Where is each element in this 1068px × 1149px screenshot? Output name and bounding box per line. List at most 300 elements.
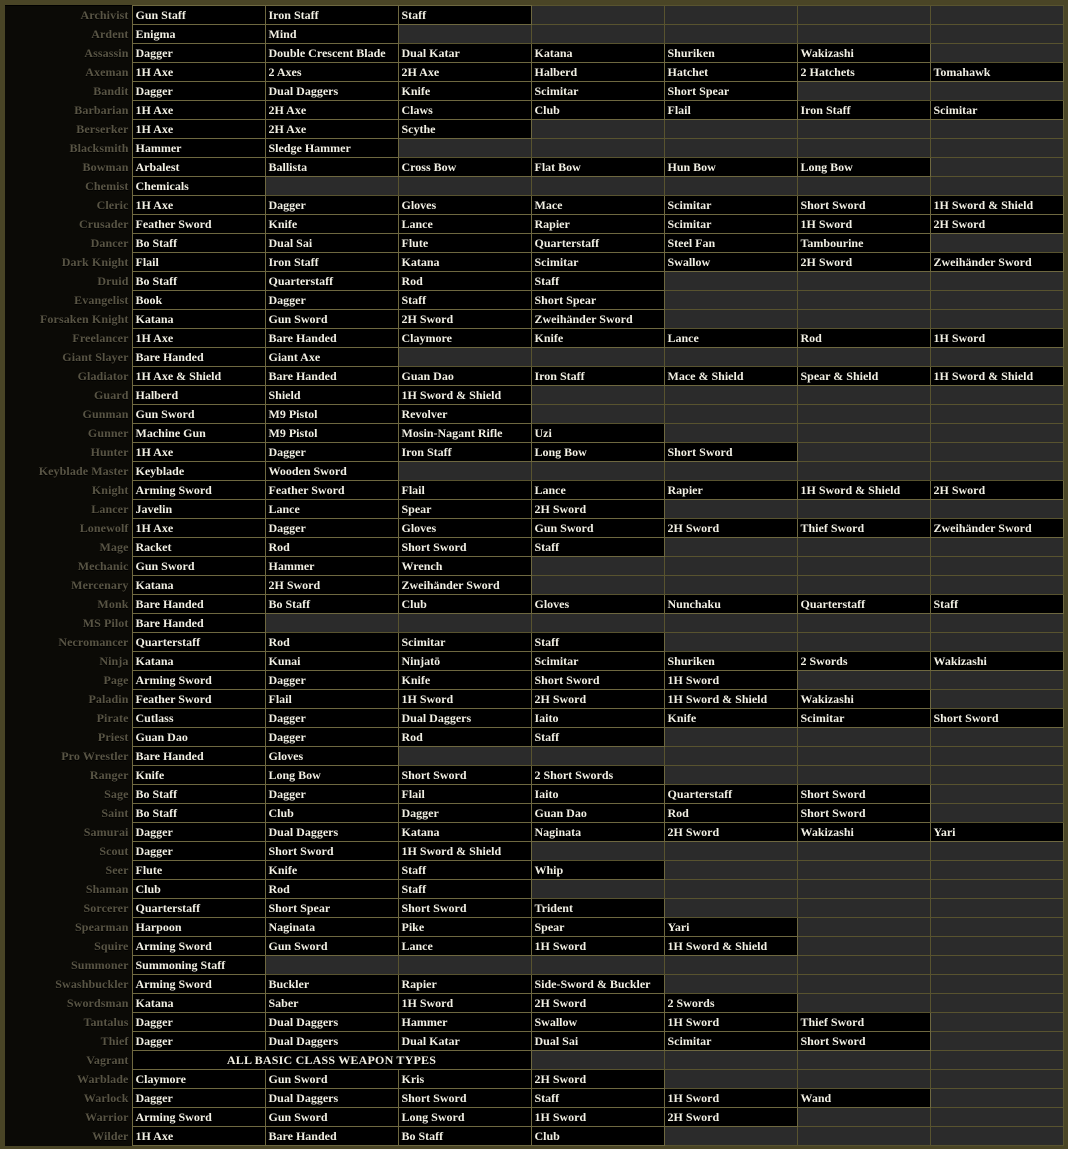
weapon-cell: Rod <box>265 538 398 557</box>
weapon-cell-empty <box>930 424 1063 443</box>
weapon-cell: Short Sword <box>797 196 930 215</box>
weapon-cell: Guan Dao <box>398 367 531 386</box>
weapon-cell: Iron Staff <box>398 443 531 462</box>
weapon-cell: Dual Daggers <box>265 82 398 101</box>
weapon-cell-empty <box>797 82 930 101</box>
weapon-cell-empty <box>797 310 930 329</box>
weapon-cell-empty <box>930 1108 1063 1127</box>
table-row <box>5 1127 1063 1146</box>
weapon-cell-empty <box>930 1070 1063 1089</box>
weapon-cell: Gun Staff <box>132 6 265 25</box>
weapon-cell-empty <box>930 690 1063 709</box>
weapon-cell: Bo Staff <box>132 785 265 804</box>
weapon-cell: 2H Sword <box>531 500 664 519</box>
weapon-cell: Short Sword <box>398 538 531 557</box>
weapon-cell: Club <box>531 101 664 120</box>
weapon-cell: 1H Sword & Shield <box>930 367 1063 386</box>
weapon-cell: Racket <box>132 538 265 557</box>
table-row <box>5 443 1063 462</box>
weapon-cell: 2H Sword <box>930 481 1063 500</box>
weapon-cell-empty <box>930 44 1063 63</box>
weapon-cell: Cutlass <box>132 709 265 728</box>
weapon-cell: Claymore <box>398 329 531 348</box>
weapon-cell: Dagger <box>398 804 531 823</box>
weapon-cell: Dual Daggers <box>265 823 398 842</box>
weapon-cell: Gloves <box>398 196 531 215</box>
weapon-cell-empty <box>664 899 797 918</box>
weapon-cell: Iron Staff <box>265 253 398 272</box>
class-name-label: Freelancer <box>5 329 132 348</box>
weapon-cell: Wakizashi <box>797 823 930 842</box>
weapon-cell: Gloves <box>265 747 398 766</box>
weapon-cell: Dual Daggers <box>265 1032 398 1051</box>
weapon-cell: Bare Handed <box>132 614 265 633</box>
weapon-cell: Club <box>132 880 265 899</box>
weapon-cell: Arming Sword <box>132 671 265 690</box>
weapon-cell-empty <box>930 937 1063 956</box>
weapon-cell: Dual Daggers <box>398 709 531 728</box>
table-row <box>5 101 1063 120</box>
weapon-cell-empty <box>930 386 1063 405</box>
weapon-cell: 2H Sword <box>531 690 664 709</box>
class-name-label: Dancer <box>5 234 132 253</box>
weapon-cell-empty <box>797 899 930 918</box>
weapon-cell: Ninjatō <box>398 652 531 671</box>
weapon-cell: Swallow <box>664 253 797 272</box>
table-row <box>5 633 1063 652</box>
weapon-cell-empty <box>664 1127 797 1146</box>
weapon-cell: Giant Axe <box>265 348 398 367</box>
weapon-cell: Gun Sword <box>531 519 664 538</box>
weapon-cell: Rod <box>398 728 531 747</box>
weapon-cell: Book <box>132 291 265 310</box>
weapon-cell: Quarterstaff <box>265 272 398 291</box>
weapon-cell: Dagger <box>265 519 398 538</box>
weapon-cell: Hatchet <box>664 63 797 82</box>
weapon-cell: Knife <box>398 671 531 690</box>
weapon-cell: Zweihänder Sword <box>930 519 1063 538</box>
weapon-cell: 2H Sword <box>797 253 930 272</box>
weapon-cell: 2H Sword <box>664 823 797 842</box>
weapon-cell: Dagger <box>132 1089 265 1108</box>
weapon-cell-empty <box>797 291 930 310</box>
weapon-cell-empty <box>664 956 797 975</box>
weapon-cell-empty <box>930 671 1063 690</box>
weapon-cell: Dual Sai <box>531 1032 664 1051</box>
weapon-cell-empty <box>664 120 797 139</box>
class-name-label: Mercenary <box>5 576 132 595</box>
class-name-label: Ardent <box>5 25 132 44</box>
weapon-cell: Gun Sword <box>265 310 398 329</box>
weapon-cell-empty <box>797 120 930 139</box>
weapon-cell: Scimitar <box>664 215 797 234</box>
weapon-cell: Rod <box>398 272 531 291</box>
weapon-cell: Side-Sword & Buckler <box>531 975 664 994</box>
weapon-cell-empty <box>664 25 797 44</box>
table-row <box>5 348 1063 367</box>
weapon-cell: Revolver <box>398 405 531 424</box>
class-name-label: Wilder <box>5 1127 132 1146</box>
weapon-cell: Naginata <box>531 823 664 842</box>
class-name-label: Priest <box>5 728 132 747</box>
class-name-label: Pro Wrestler <box>5 747 132 766</box>
weapon-cell-empty <box>265 956 398 975</box>
table-row <box>5 614 1063 633</box>
table-row <box>5 766 1063 785</box>
weapon-cell: Machine Gun <box>132 424 265 443</box>
weapon-cell: Long Bow <box>797 158 930 177</box>
weapon-cell-empty <box>797 975 930 994</box>
weapon-cell-empty <box>398 747 531 766</box>
weapon-cell-empty <box>797 177 930 196</box>
weapon-cell: Dual Daggers <box>265 1089 398 1108</box>
weapon-cell: Trident <box>531 899 664 918</box>
weapon-cell: Dagger <box>265 671 398 690</box>
weapon-cell: Staff <box>398 861 531 880</box>
weapon-cell-empty <box>797 538 930 557</box>
weapon-cell: M9 Pistol <box>265 424 398 443</box>
weapon-cell: 2 Swords <box>797 652 930 671</box>
weapon-cell: Zweihänder Sword <box>531 310 664 329</box>
weapon-cell: Flail <box>132 253 265 272</box>
weapon-cell: Knife <box>132 766 265 785</box>
weapon-cell: Rapier <box>531 215 664 234</box>
weapon-cell: Short Sword <box>797 785 930 804</box>
weapon-cell-empty <box>930 120 1063 139</box>
weapon-cell-empty <box>398 956 531 975</box>
weapon-cell: 1H Axe <box>132 1127 265 1146</box>
weapon-cell: Bo Staff <box>132 272 265 291</box>
class-name-label: Keyblade Master <box>5 462 132 481</box>
weapon-cell-empty <box>930 139 1063 158</box>
weapon-cell: Yari <box>930 823 1063 842</box>
class-name-label: Swordsman <box>5 994 132 1013</box>
weapon-cell-empty <box>930 500 1063 519</box>
weapon-cell: Gloves <box>531 595 664 614</box>
weapon-cell: Chemicals <box>132 177 265 196</box>
weapon-cell: Zweihänder Sword <box>930 253 1063 272</box>
weapon-cell-empty <box>930 804 1063 823</box>
class-name-label: Paladin <box>5 690 132 709</box>
weapon-cell-empty <box>797 1051 930 1070</box>
class-name-label: Mechanic <box>5 557 132 576</box>
weapon-cell: Bo Staff <box>265 595 398 614</box>
weapon-cell-empty <box>930 1127 1063 1146</box>
weapon-cell: Hammer <box>398 1013 531 1032</box>
weapon-cell: Flat Bow <box>531 158 664 177</box>
weapon-cell-empty <box>930 538 1063 557</box>
weapon-cell: 1H Sword <box>664 1089 797 1108</box>
weapon-cell: Katana <box>132 576 265 595</box>
weapon-cell: Knife <box>531 329 664 348</box>
weapon-cell: Bare Handed <box>265 1127 398 1146</box>
weapon-cell-empty <box>398 25 531 44</box>
weapon-cell-empty <box>930 956 1063 975</box>
weapon-cell: Scimitar <box>797 709 930 728</box>
weapon-cell-empty <box>930 405 1063 424</box>
weapon-cell: Hun Bow <box>664 158 797 177</box>
class-name-label: Chemist <box>5 177 132 196</box>
weapon-cell-empty <box>930 443 1063 462</box>
table-row <box>5 519 1063 538</box>
weapon-cell-empty <box>797 842 930 861</box>
weapon-cell: 1H Axe <box>132 101 265 120</box>
weapon-cell: Quarterstaff <box>797 595 930 614</box>
weapon-cell: 2 Swords <box>664 994 797 1013</box>
weapon-cell-empty <box>398 139 531 158</box>
class-name-label: Crusader <box>5 215 132 234</box>
table-row <box>5 481 1063 500</box>
class-name-label: Scout <box>5 842 132 861</box>
weapon-cell-empty <box>664 861 797 880</box>
weapon-cell: Bare Handed <box>132 595 265 614</box>
weapon-cell: Flute <box>398 234 531 253</box>
weapon-cell-empty <box>797 937 930 956</box>
weapon-cell-empty <box>797 1070 930 1089</box>
weapon-cell-empty <box>531 386 664 405</box>
weapon-cell-empty <box>930 234 1063 253</box>
weapon-cell: Short Spear <box>265 899 398 918</box>
weapon-cell: 2 Hatchets <box>797 63 930 82</box>
weapon-cell: 1H Sword <box>531 937 664 956</box>
weapon-cell-empty <box>797 462 930 481</box>
weapon-cell: Staff <box>398 6 531 25</box>
weapon-cell: Gun Sword <box>265 1070 398 1089</box>
weapon-cell: Steel Fan <box>664 234 797 253</box>
weapon-cell: Feather Sword <box>132 215 265 234</box>
weapon-cell: Scimitar <box>664 196 797 215</box>
weapon-cell: Dual Katar <box>398 44 531 63</box>
class-name-label: Swashbuckler <box>5 975 132 994</box>
weapon-cell: Iron Staff <box>265 6 398 25</box>
weapon-cell-empty <box>664 842 797 861</box>
table-row <box>5 405 1063 424</box>
table-row <box>5 291 1063 310</box>
class-name-label: Warrior <box>5 1108 132 1127</box>
table-row <box>5 25 1063 44</box>
weapon-cell: Tomahawk <box>930 63 1063 82</box>
weapon-cell-empty <box>930 272 1063 291</box>
weapon-cell: Lance <box>664 329 797 348</box>
table-row <box>5 120 1063 139</box>
weapon-cell: 1H Sword <box>664 671 797 690</box>
weapon-cell: Club <box>398 595 531 614</box>
weapon-cell-empty <box>797 139 930 158</box>
weapon-cell-empty <box>797 557 930 576</box>
class-name-label: Vagrant <box>5 1051 132 1070</box>
class-name-label: Pirate <box>5 709 132 728</box>
weapon-cell: Mosin-Nagant Rifle <box>398 424 531 443</box>
class-name-label: Thief <box>5 1032 132 1051</box>
weapon-cell: 2 Short Swords <box>531 766 664 785</box>
weapon-cell-empty <box>930 861 1063 880</box>
weapon-cell: Wand <box>797 1089 930 1108</box>
weapon-cell: Knife <box>265 861 398 880</box>
weapon-cell: Rapier <box>398 975 531 994</box>
weapon-cell-empty <box>664 728 797 747</box>
table-row <box>5 253 1063 272</box>
weapon-cell: 1H Sword <box>664 1013 797 1032</box>
weapon-cell: Katana <box>398 823 531 842</box>
weapon-cell-empty <box>930 918 1063 937</box>
weapon-cell: Short Sword <box>398 766 531 785</box>
table-row <box>5 728 1063 747</box>
table-row <box>5 500 1063 519</box>
table-body <box>5 6 1063 1146</box>
class-name-label: Gunner <box>5 424 132 443</box>
weapon-cell: Flail <box>664 101 797 120</box>
weapon-cell-empty <box>930 747 1063 766</box>
weapon-cell-empty <box>797 6 930 25</box>
weapon-cell: Feather Sword <box>265 481 398 500</box>
class-name-label: Barbarian <box>5 101 132 120</box>
weapon-cell: 1H Axe <box>132 196 265 215</box>
class-name-label: Gladiator <box>5 367 132 386</box>
weapon-cell: Lance <box>531 481 664 500</box>
weapon-cell: Shield <box>265 386 398 405</box>
weapon-cell: 2H Sword <box>664 1108 797 1127</box>
weapon-cell-empty <box>664 405 797 424</box>
weapon-cell: 2H Axe <box>265 101 398 120</box>
weapon-cell-empty <box>797 1127 930 1146</box>
weapon-cell: Pike <box>398 918 531 937</box>
weapon-cell: Scimitar <box>398 633 531 652</box>
weapon-cell-empty <box>930 899 1063 918</box>
weapon-cell: Flail <box>398 481 531 500</box>
weapon-cell-empty <box>531 6 664 25</box>
weapon-cell: Summoning Staff <box>132 956 265 975</box>
table-row <box>5 899 1063 918</box>
weapon-cell-empty <box>930 177 1063 196</box>
weapon-cell-empty <box>531 177 664 196</box>
class-name-label: Squire <box>5 937 132 956</box>
weapon-cell: Short Sword <box>664 443 797 462</box>
weapon-cell: Wakizashi <box>797 690 930 709</box>
weapon-cell: Swallow <box>531 1013 664 1032</box>
table-row <box>5 367 1063 386</box>
class-name-label: Blacksmith <box>5 139 132 158</box>
weapon-cell: Whip <box>531 861 664 880</box>
weapon-cell: Quarterstaff <box>531 234 664 253</box>
weapon-cell: Uzi <box>531 424 664 443</box>
weapon-cell: Halberd <box>531 63 664 82</box>
weapon-cell-empty <box>664 1070 797 1089</box>
weapon-cell: 2H Sword <box>664 519 797 538</box>
weapon-cell: 1H Axe & Shield <box>132 367 265 386</box>
weapon-cell-empty <box>531 1051 664 1070</box>
weapon-cell: Dual Daggers <box>265 1013 398 1032</box>
weapon-cell: Arbalest <box>132 158 265 177</box>
weapon-cell: Katana <box>398 253 531 272</box>
weapon-cell: 1H Axe <box>132 519 265 538</box>
weapon-cell: Quarterstaff <box>132 899 265 918</box>
weapon-cell: Flail <box>398 785 531 804</box>
weapon-cell-empty <box>930 462 1063 481</box>
class-weapon-types-table <box>5 5 1064 1146</box>
weapon-cell: Short Sword <box>265 842 398 861</box>
class-name-label: Warblade <box>5 1070 132 1089</box>
weapon-cell-empty <box>664 1051 797 1070</box>
weapon-cell-empty <box>930 1089 1063 1108</box>
weapon-cell: Flail <box>265 690 398 709</box>
table-row <box>5 956 1063 975</box>
weapon-cell: Bo Staff <box>132 234 265 253</box>
weapon-cell: Scimitar <box>531 253 664 272</box>
class-name-label: Saint <box>5 804 132 823</box>
weapon-cell: 1H Sword & Shield <box>797 481 930 500</box>
class-name-label: Lancer <box>5 500 132 519</box>
weapon-cell: Iron Staff <box>531 367 664 386</box>
table-row <box>5 557 1063 576</box>
weapon-cell-empty <box>664 348 797 367</box>
weapon-cell: Double Crescent Blade <box>265 44 398 63</box>
weapon-cell-empty <box>930 557 1063 576</box>
weapon-cell-empty <box>797 633 930 652</box>
weapon-cell: 1H Sword <box>930 329 1063 348</box>
weapon-cell: Dagger <box>132 82 265 101</box>
weapon-cell: 2H Axe <box>265 120 398 139</box>
weapon-cell-empty <box>531 842 664 861</box>
class-name-label: Summoner <box>5 956 132 975</box>
weapon-cell: Kris <box>398 1070 531 1089</box>
weapon-cell: Shuriken <box>664 44 797 63</box>
weapon-cell-empty <box>664 386 797 405</box>
weapon-cell: Short Sword <box>531 671 664 690</box>
weapon-cell: Keyblade <box>132 462 265 481</box>
weapon-cell: Tambourine <box>797 234 930 253</box>
weapon-cell: Club <box>531 1127 664 1146</box>
table-row <box>5 861 1063 880</box>
weapon-cell: Wakizashi <box>797 44 930 63</box>
weapon-cell-empty <box>930 82 1063 101</box>
weapon-cell-empty <box>398 348 531 367</box>
weapon-cell: Gun Sword <box>132 557 265 576</box>
table-row <box>5 462 1063 481</box>
weapon-cell: 1H Axe <box>132 443 265 462</box>
weapon-cell-empty <box>797 766 930 785</box>
weapon-cell: Club <box>265 804 398 823</box>
table-row <box>5 234 1063 253</box>
weapon-cell: Bare Handed <box>132 348 265 367</box>
weapon-cell: Scimitar <box>664 1032 797 1051</box>
weapon-cell-empty <box>664 557 797 576</box>
weapon-cell: Hammer <box>265 557 398 576</box>
weapon-cell: Spear <box>531 918 664 937</box>
weapon-cell-empty <box>664 6 797 25</box>
table-row <box>5 424 1063 443</box>
class-name-label: Warlock <box>5 1089 132 1108</box>
class-name-label: Shaman <box>5 880 132 899</box>
weapon-cell: 2H Sword <box>265 576 398 595</box>
weapon-cell: Staff <box>531 728 664 747</box>
weapon-cell: Dagger <box>132 1013 265 1032</box>
weapon-cell: Iron Staff <box>797 101 930 120</box>
class-name-label: Tantalus <box>5 1013 132 1032</box>
all-basic-class-weapon-types-cell: ALL BASIC CLASS WEAPON TYPES <box>132 1051 531 1070</box>
weapon-cell-empty <box>930 1013 1063 1032</box>
weapon-cell: Wooden Sword <box>265 462 398 481</box>
weapon-cell: Bo Staff <box>132 804 265 823</box>
weapon-cell: 1H Sword & Shield <box>664 690 797 709</box>
weapon-cell: Long Bow <box>265 766 398 785</box>
weapon-cell: 1H Sword & Shield <box>398 842 531 861</box>
weapon-cell: Dagger <box>265 785 398 804</box>
weapon-cell-empty <box>930 291 1063 310</box>
table-row <box>5 329 1063 348</box>
weapon-cell: Mace & Shield <box>664 367 797 386</box>
weapon-cell-empty <box>531 25 664 44</box>
class-name-label: Mage <box>5 538 132 557</box>
